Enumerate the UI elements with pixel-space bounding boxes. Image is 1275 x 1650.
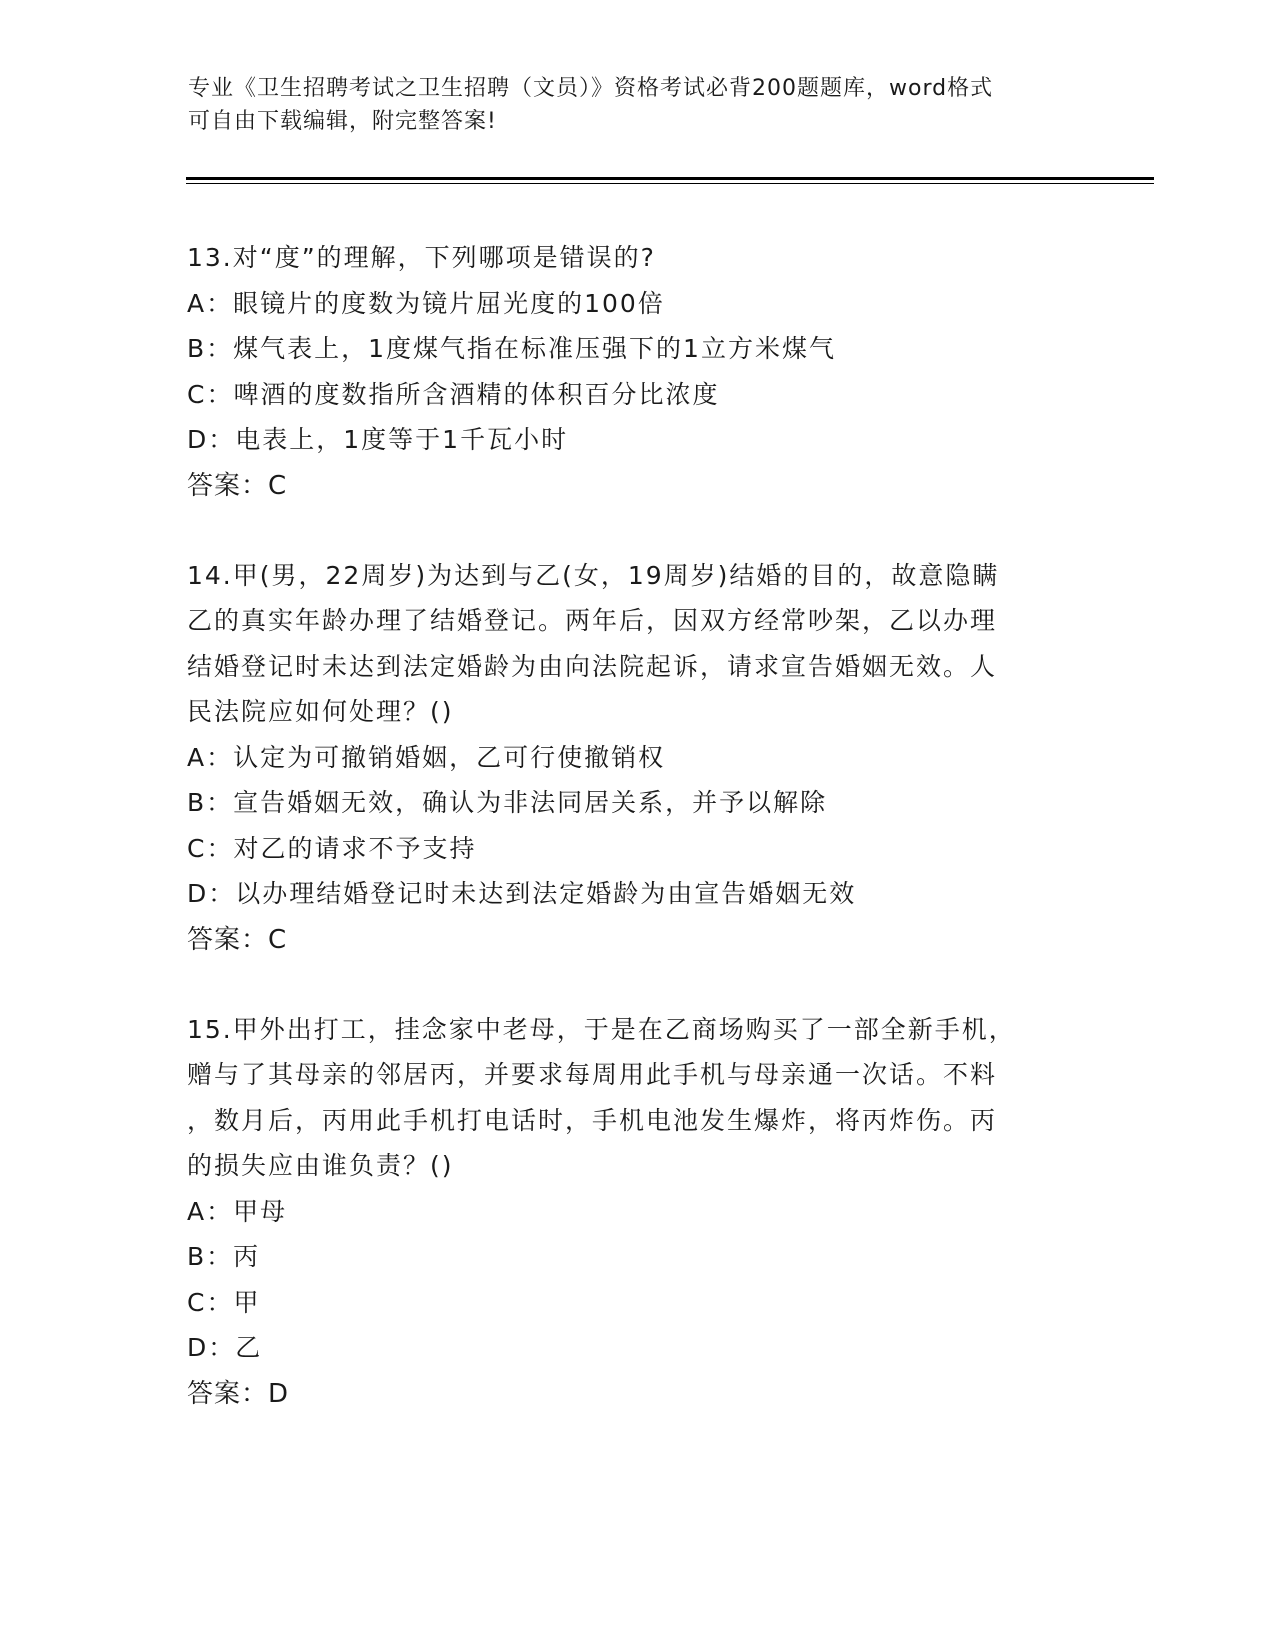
question-stem: [187, 235, 1087, 281]
stem-line: 乙的真实年龄办理了结婚登记。两年后，因双方经常吵架，乙以办理: [187, 606, 998, 635]
option-c: C：甲: [187, 1287, 261, 1317]
stem-line: 的损失应由谁负责？(): [187, 1151, 454, 1180]
option-d: D：电表上，1度等于1千瓦小时: [187, 425, 569, 454]
option-a: A：甲母: [187, 1196, 288, 1226]
stem-line: 14.甲(男，22周岁)为达到与乙(女，19周岁)结婚的目的，故意隐瞒: [187, 560, 1000, 590]
option-b: B：煤气表上，1度煤气指在标准压强下的1立方米煤气: [187, 334, 836, 363]
option-a: A：认定为可撤销婚姻，乙可行使撤销权: [187, 742, 666, 772]
option-c: C：啤酒的度数指所含酒精的体积百分比浓度: [187, 379, 720, 409]
question-stem: [187, 553, 1087, 735]
question-stem: [187, 1007, 1087, 1189]
header-divider-thick: [186, 177, 1154, 180]
option-a: A：眼镜片的度数为镜片屈光度的100倍: [187, 288, 665, 318]
header-divider-thin: [186, 183, 1154, 184]
stem-line: 民法院应如何处理？(): [187, 697, 454, 726]
option-b: B：宣告婚姻无效，确认为非法同居关系，并予以解除: [187, 788, 828, 817]
answer-label: 答案：D: [187, 1378, 290, 1409]
stem-line: 15.甲外出打工，挂念家中老母，于是在乙商场购买了一部全新手机，: [187, 1014, 1016, 1044]
stem-line: ，数月后，丙用此手机打电话时，手机电池发生爆炸，将丙炸伤。丙: [187, 1105, 998, 1135]
question-14: [187, 553, 1087, 963]
question-list: [187, 235, 1087, 1461]
option-d: D：以办理结婚登记时未达到法定婚龄为由宣告婚姻无效: [187, 879, 857, 908]
question-15: [187, 1007, 1087, 1417]
question-13: [187, 235, 1087, 509]
option-c: C：对乙的请求不予支持: [187, 833, 477, 863]
header-line-1: 专业《卫生招聘考试之卫生招聘（文员）》资格考试必背200题题库，word格式: [188, 76, 994, 101]
option-d: D：乙: [187, 1333, 263, 1362]
document-header: [188, 72, 1068, 138]
stem-line: 结婚登记时未达到法定婚龄为由向法院起诉，请求宣告婚姻无效。人: [187, 651, 998, 681]
answer-label: 答案：C: [187, 924, 288, 955]
stem-line: 13.对“度”的理解，下列哪项是错误的?: [187, 243, 656, 272]
option-b: B：丙: [187, 1242, 261, 1271]
header-line-2: 可自由下载编辑，附完整答案!: [188, 109, 497, 134]
answer-label: 答案：C: [187, 470, 288, 501]
stem-line: 赠与了其母亲的邻居丙，并要求每周用此手机与母亲通一次话。不料: [187, 1060, 998, 1089]
